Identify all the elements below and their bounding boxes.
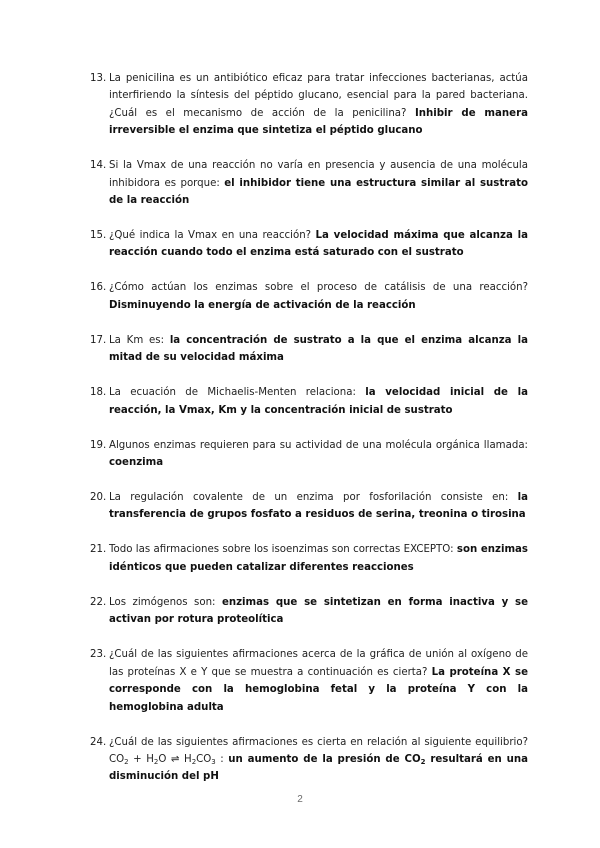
question-24 [90,734,528,786]
question-text-part: ¿Cuál de las siguientes afirmaciones es cierta en relación al siguiente equilibrio? CO [109,736,528,765]
page-number: 2 [297,794,303,805]
question-answer: la velocidad inicial de la reacción, la Vmax, Km y la concentración inicial de sustrato [109,387,528,416]
answer-text-part: un aumento de la presión de CO [228,753,421,765]
question-19 [90,437,528,472]
question-number: 16. [90,282,107,294]
question-text: Los zimógenos son: [109,596,216,608]
question-text-part: + H [128,753,154,765]
subscript: 3 [211,757,216,766]
question-answer: La velocidad máxima que alcanza la reacción cuando todo el enzima está saturado con el sustrato [109,230,528,259]
question-answer: enzimas que se sintetizan en forma inactiva y se activan por rotura proteolítica [109,596,528,626]
question-text: Si la Vmax de una reacción no varía en presencia y ausencia de una molécula inhibidora es porque: [109,160,528,189]
question-21 [90,541,528,576]
question-text: Algunos enzimas requieren para su actividad de una molécula orgánica llamada: [109,439,528,451]
subscript: 2 [191,757,197,766]
question-text: La Km es: [109,334,165,346]
question-14 [90,157,528,209]
subscript: 2 [153,757,159,766]
question-text: La penicilina es un antibiótico eficaz para tratar infecciones bacterianas, actúa interfiriendo la síntesis del péptido glucano, esencial para la pared bacteriana. ¿Cuál es el mecanismo de acción de la penicilina? [109,73,528,119]
question-text: ¿Qué indica la Vmax en una reacción? [109,230,312,242]
question-answer: son enzimas idénticos que pueden catalizar diferentes reacciones [109,544,528,573]
question-answer: el inhibidor tiene una estructura similar al sustrato de la reacción [109,177,528,207]
question-13 [90,70,528,140]
question-list [90,70,528,803]
question-text: ¿Cuál de las siguientes afirmaciones acerca de la gráfica de unión al oxígeno de las proteínas X e Y que se muestra a continuación es cierta? [109,649,528,678]
question-answer: la concentración de sustrato a la que el enzima alcanza la mitad de su velocidad máxima [109,334,528,364]
question-text: ¿Cómo actúan los enzimas sobre el proceso de catálisis de una reacción? [109,282,528,294]
question-number: 19. [90,439,107,451]
question-17 [90,332,528,367]
question-18 [90,384,528,419]
question-text-part: CO [196,753,212,765]
question-answer: Inhibir de manera irreversible el enzima que sintetiza el péptido glucano [109,107,528,137]
question-23 [90,646,528,716]
question-number: 21. [90,544,107,556]
question-text: La regulación covalente de un enzima por fosforilación consiste en: [109,492,509,504]
question-number: 22. [90,596,107,608]
question-number: 20. [90,492,107,504]
question-answer: La proteína X se corresponde con la hemoglobina fetal y la proteína Y con la hemoglobina adulta [109,666,528,713]
question-answer: la transferencia de grupos fosfato a residuos de serina, treonina o tirosina [109,492,528,521]
question-answer: coenzima [109,457,164,469]
question-number: 23. [90,649,107,661]
question-number: 15. [90,230,107,242]
question-number: 17. [90,334,107,346]
question-text: Todo las afirmaciones sobre los isoenzimas son correctas EXCEPTO: [109,544,454,556]
subscript: 2 [124,757,129,766]
question-16 [90,279,528,314]
question-text-part: : [215,753,229,765]
question-number: 18. [90,387,107,399]
question-text-part: O ⇌ H [158,753,192,765]
answer-text-part: resultará en una disminución del pH [109,753,528,783]
question-number: 24. [90,736,107,748]
question-15 [90,227,528,262]
question-answer: Disminuyendo la energía de activación de la reacción [109,299,416,311]
question-text: La ecuación de Michaelis-Menten relaciona: [109,387,356,399]
subscript: 2 [420,757,426,766]
question-number: 13. [90,73,107,84]
question-22 [90,594,528,629]
question-20 [90,489,528,524]
question-number: 14. [90,160,107,172]
